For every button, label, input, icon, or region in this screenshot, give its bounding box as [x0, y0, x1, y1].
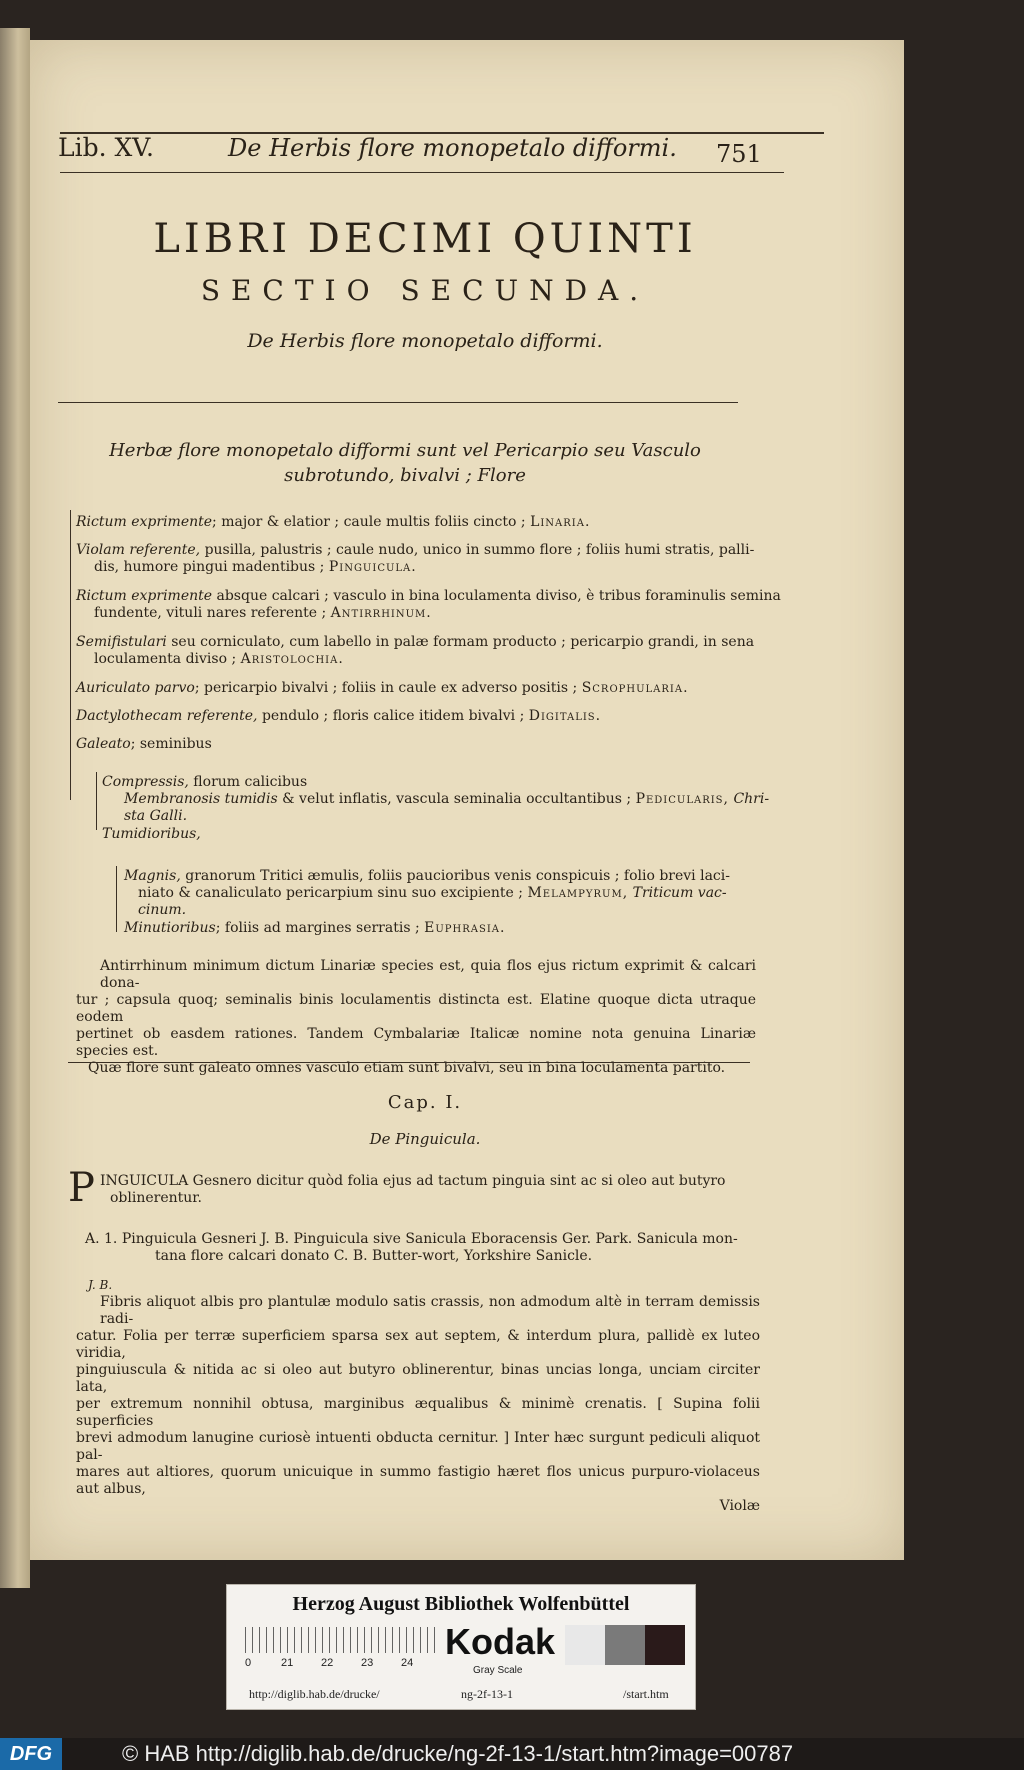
copyright-link[interactable]: © HAB http://diglib.hab.de/drucke/ng-2f-13-1/start.htm?image=00787 — [122, 1741, 794, 1766]
section-subtitle: De Herbis flore monopetalo difformi. — [247, 330, 603, 352]
dfg-logo: DFG — [0, 1738, 62, 1770]
subkey1-compressis: Compressis, florum calicibus — [102, 774, 308, 790]
chapter-title: Cap. I. — [387, 1092, 463, 1113]
subkey1-membranosis: Membranosis tumidis & velut inflatis, vascula seminalia occultantibus ; Pedicularis, Chri- sta Galli. — [124, 791, 770, 824]
description-paragraph: Fibris aliquot albis pro plantulæ modulo satis crassis, non admodum altè in terram demissis radi- catur. Folia per terræ superficiem sparsa sex aut septem, & interdum plura, pallidè ex luteo viridia, pinguiuscula & nitida ac si oleo aut butyro oblinerentur, binas uncias longa, unciam circiter lata, per extremum nonnihil obtusa, marginibus æqualibus & minimè crenatis. [ Supina folii superficies brevi admodum lanugine curiosè intuenti obducta cernitur. ] Inter hæc surgunt pediculi aliquot pal- mares aut altiores, quorum unicuique in summo fastigio hæret flos unicus purpuro-violaceus aut albus, Violæ — [76, 1294, 760, 1514]
key-item-linaria: Rictum exprimente; major & elatior ; caule multis foliis cincto ; Linaria. — [76, 514, 591, 530]
key-item-pinguicula: Violam referente, pusilla, palustris ; caule nudo, unico in summo flore ; foliis humi stratis, palli- dis, humore pingui madentibus ; Pinguicula. — [76, 542, 755, 575]
key-item-antirrhinum: Rictum exprimente absque calcari ; vasculo in bina loculamenta diviso, è tribus foraminulis semina fundente, vituli nares referente ; Antirrhinum. — [76, 588, 781, 621]
synonymy: A. 1. Pinguicula Gesneri J. B. Pinguicula sive Sanicula Eboracensis Ger. Park. Sanicula mon- tana flore calcari donato C. B. Butter-wort, Yorkshire Sanicle. — [85, 1231, 738, 1264]
chapter-subtitle: De Pinguicula. — [369, 1130, 481, 1148]
header-book-number: Lib. XV. — [58, 133, 154, 162]
gray-scale-label: Gray Scale — [473, 1665, 523, 1676]
note-paragraph: Antirrhinum minimum dictum Linariæ species est, quia flos ejus rictum exprimit & calcari dona- tur ; capsula quoq; seminalis binis loculamentis distincta est. Elatine quoque dicta utraque eodem pertinet ob easdem rationes. Tandem Cymbalariæ Italicæ nomine nota genuina Linariæ species est. Quæ flore sunt galeato omnes vasculo etiam sunt bivalvi, seu in bina loculamenta partito. — [76, 958, 756, 1076]
divider-rule-2 — [68, 1062, 750, 1063]
gray-patch-dark — [645, 1625, 685, 1665]
key-bracket-line — [70, 510, 71, 800]
chapter-opening: INGUICULA Gesnero dicitur quòd folia ejus ad tactum pinguia sint ac si oleo aut butyro oblinerentur. — [100, 1173, 726, 1206]
header-rule-bottom — [60, 172, 784, 173]
subkey2-minutioribus: Minutioribus; foliis ad margines serratis ; Euphrasia. — [124, 920, 506, 936]
key-item-galeato: Galeato; seminibus — [76, 736, 212, 752]
url-left: http://diglib.hab.de/drucke/ — [249, 1687, 380, 1701]
subkey2-bracket-line — [116, 866, 117, 932]
drop-capital: P — [68, 1165, 95, 1211]
subkey1-bracket-line — [96, 772, 97, 830]
ruler-number: 24 — [401, 1657, 414, 1669]
book-spine-edge — [0, 28, 30, 1588]
library-target-card — [226, 1584, 696, 1710]
main-title: LIBRI DECIMI QUINTI — [153, 216, 697, 262]
key-item-digitalis: Dactylothecam referente, pendulo ; floris calice itidem bivalvi ; Digitalis. — [76, 708, 602, 724]
ruler-number: 21 — [281, 1657, 294, 1669]
key-introduction: Herbæ flore monopetalo difformi sunt vel Pericarpio seu Vasculo subrotundo, bivalvi ; Flore — [109, 440, 701, 486]
key-item-scrophularia: Auriculato parvo; pericarpio bivalvi ; foliis in caule ex adverso positis ; Scrophularia. — [76, 680, 689, 696]
key-item-aristolochia: Semifistulari seu corniculato, cum labello in palæ formam producto ; pericarpio grandi, in sena loculamenta diviso ; Aristolochia. — [76, 634, 755, 667]
section-title: SECTIO SECUNDA. — [200, 274, 650, 307]
ruler-number: 23 — [361, 1657, 374, 1669]
url-right: /start.htm — [623, 1687, 669, 1701]
header-running-title: De Herbis flore monopetalo difformi. — [228, 134, 677, 162]
page-number: 751 — [716, 140, 762, 168]
library-name: Herzog August Bibliothek Wolfenbüttel — [292, 1593, 630, 1615]
subkey1-tumidioribus: Tumidioribus, — [102, 826, 201, 842]
url-mid: ng-2f-13-1 — [461, 1687, 513, 1701]
ruler-scale — [245, 1627, 435, 1653]
ruler-number: 0 — [245, 1657, 252, 1669]
subkey2-magnis: Magnis, granorum Tritici æmulis, foliis paucioribus venis conspicuis ; folio brevi laci- niato & canaliculato pericarpium sinu suo excipiente ; Melampyrum, Triticum vac- cinum. — [124, 868, 730, 918]
divider-rule-1 — [58, 402, 738, 403]
book-page — [30, 40, 904, 1560]
gray-patch-mid — [605, 1625, 645, 1665]
ruler-number: 22 — [321, 1657, 334, 1669]
gray-patch-light — [565, 1625, 605, 1665]
kodak-logo: Kodak — [445, 1621, 556, 1662]
author-abbreviation: J. B. — [88, 1278, 113, 1292]
